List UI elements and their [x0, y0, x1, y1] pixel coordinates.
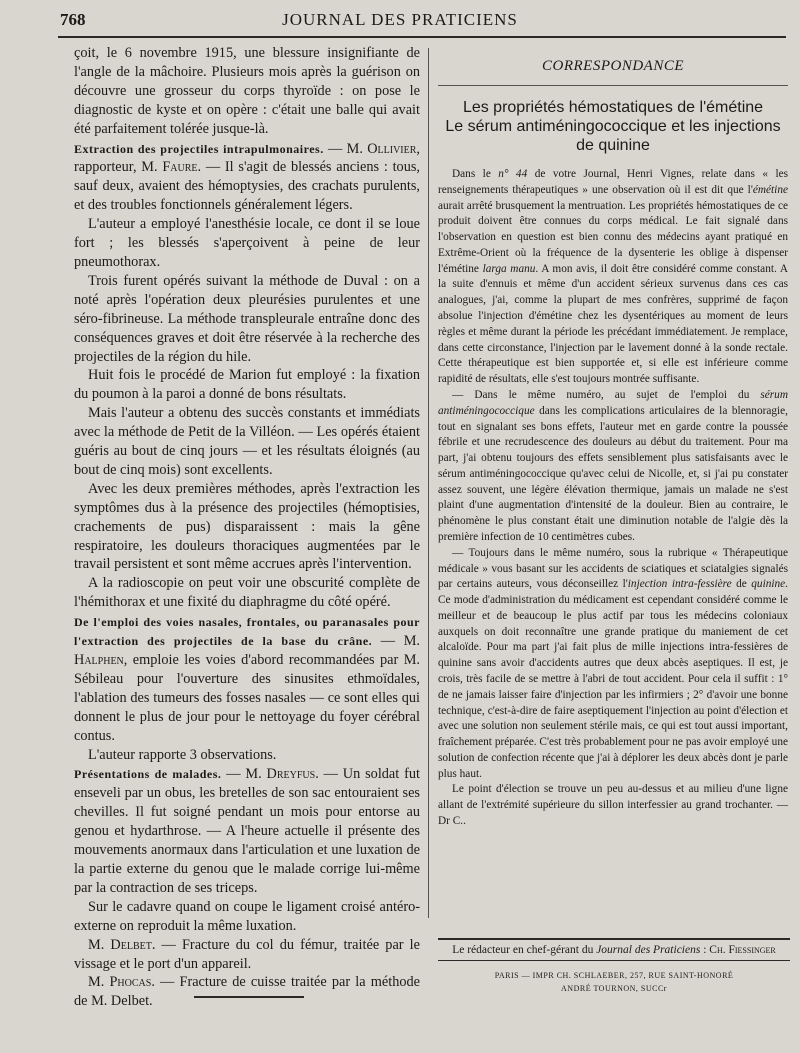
author-name: Dreyfus [266, 766, 316, 783]
author-name: Phocas [109, 974, 152, 991]
right-column [438, 58, 788, 830]
section-heading: Présentations de malades. [74, 767, 222, 782]
author-name: Halphen [74, 652, 124, 668]
paragraph: L'auteur rapporte 3 observations. [88, 746, 277, 763]
paragraph: Avec les deux premières méthodes, après l'extraction les symptômes dus à la présence des projectiles (hémoptisies, crachements de pus) disparaissent : mais la gêne respiratoire, les douleurs thoraciques augmentées par le travail persistent et sont même accrues après l'intervention. [74, 480, 420, 573]
section-rule [438, 85, 788, 86]
paragraph: Sur le cadavre quand on coupe le ligament croisé antéro-externe on reproduit la même luxation. [74, 898, 420, 934]
section-extraction-projectiles: Extraction des projectiles intrapulmonaires. — M. Ollivier, rapporteur, M. Faure. — Il s'agit de blessés anciens : tous, sauf deux, avaient des hémoptysies, des crachats purulents, et des troubles fonctionnels généralement légers. [74, 140, 420, 214]
page-footer [438, 938, 790, 995]
section-presentations-malades: Présentations de malades. — M. Dreyfus. — Un soldat fut enseveli par un obus, les bretelles de son sac entouraient ses chevilles. Il fut soigné pendant un mois pour entorse au genou et hydarthrose. — A l'heure actuelle il présente des mouvements anormaux dans l'articulation et une luxation de la partie externe du genou que le malade corrige lui-même par la contraction de ses triceps. [74, 766, 420, 896]
author-name: Faure [162, 159, 198, 176]
paragraph: Le point d'élection se trouve un peu au-dessus et au milieu d'une ligne allant de l'extrémité supérieure du sillon interfessier au grand trochanter. — Dr C.. [438, 783, 788, 828]
section-voies-nasales: De l'emploi des voies nasales, frontales, ou paranasales pour l'extraction des projectiles de la base du crâne. — M. Halphen, emploie les voies d'abord recommandées par M. Sébileau pour l'ouverture des sinusites ethmoïdales, l'ablation des tumeurs des fosses nasales — ce sont elles qui donnent le plus de jour pour le nettoyage du foyer cérébral contus. [74, 615, 420, 744]
section-heading: Extraction des projectiles intrapulmonaires. [74, 141, 324, 156]
header-rule [58, 36, 786, 38]
paragraph: M. Delbet. — Fracture du col du fémur, traitée par le vissage et le port d'un appareil. [74, 936, 420, 972]
page-header [0, 0, 800, 36]
paragraph: A la radioscopie on peut voir une obscurité complète de l'hémithorax et une fixité du diaphragme du côté opéré. [74, 575, 420, 611]
paragraph: Trois furent opérés suivant la méthode de Duval : on a noté après l'opération deux pleurésies purulentes et une séro-fibrineuse. La méthode transpleurale entraîne donc des conséquences graves et doit être réservée à la recherche des projectiles de la région du hile. [74, 272, 420, 365]
paragraph: — Dans le même numéro, au sujet de l'emploi du sérum antiméningococcique dans les complications articulaires de la blennoragie, tout en signalant ses bons effets, l'auteur met en garde contre la poussée fébrile et une recrudescence des douleurs au début du traitement. Pour ma part, j'ai obtenu toujours des effets sensiblement plus satisfaisants avec le sérum antiméningococcique qu'avec celui de Nicolle, et, si j'ai pu constater assez souvent, une légère élévation thermique, jamais un malade ne s'est plaint d'une augmentation d'intensité de la douleur. Bien au contraire, le phénomène le plus constant était une diminution notable de l'algie dès la première infection de 10 centimètres cubes. [438, 388, 788, 543]
column-divider [428, 48, 429, 918]
journal-title: JOURNAL DES PRATICIENS [282, 10, 518, 29]
page-number: 768 [60, 10, 86, 29]
author-name: Delbet [110, 936, 152, 953]
article-title: Les propriétés hémostatiques de l'émétine Le sérum antiméningococcique et les injections de quinine [445, 99, 781, 154]
paragraph: çoit, le 6 novembre 1915, une blessure insignifiante de l'angle de la mâchoire. Plusieurs mois après la guérison on découvre une grosseur du corps thyroïde : on pose le diagnostic de kyste et on opère : c'était une balle qui avait été parfaitement tolérée jusque-là. [74, 45, 420, 137]
footer-rule [438, 960, 790, 961]
paragraph: Dans le n° 44 de votre Journal, Henri Vignes, relate dans « les renseignements thérapeutiques » une observation où il est dit que l'émétine aurait arrêté brusquement la mentruation. Les propriétés hémostatiques de ce produit doivent être connues du corps médical. Le fait signalé dans l'observation en question est bien connu des médecins ayant pratiqué en Extrême-Orient où la fréquence de la dysenterie les oblige à dispenser l'émétine larga manu. A mon avis, il doit être considéré comme constant. A la suite d'ennuis et même d'un accident sérieux survenus dans ces cas analogues, j'ai, comme la plupart de mes confrères, supprimé de façon absolue l'injection d'émétine chez les dysentériques au moment de leurs règles et même durant la période les précédant immédiatement. Je remplace, dans cette circonstance, l'injection par le lavement donné à la sonde rectale. Cette thérapeutique est bien supportée et, si elle est inférieure comme rapidité de résultats, elle s'est toujours montrée suffisante. [438, 168, 788, 386]
author-name: Ollivier [367, 140, 417, 157]
end-rule [194, 996, 304, 998]
paragraph: — Toujours dans le même numéro, sous la rubrique « Thérapeutique médicale » vous basant sur les accidents de sciatiques et sciatalgies signalés par certains auteurs, vous déconseillez l'injection intra-fessière de quinine. Ce mode d'administration du médicament est cependant considéré comme le meilleur et de beaucoup le plus actif par tous les médecins coloniaux auxquels on doit reconnaître une grande pratique du maniement de cet alcaloïde. Pour ma part j'ai fait plus de mille injections intra-fessières de quinine sans avoir d'accidents autres que deux abcès aseptiques. Il est, je crois, très facile de se mettre à l'abri de tout accident. Pour cela il suffit : 1° de ne jamais laisser faire d'injection par les infirmiers ; 2° d'avoir une bonne technique, c'est-à-dire de faire aseptiquement l'injection au point d'élection et avec une solution non seulement stérile mais, ce qui est tout aussi important, fraîchement préparée. C'est très probablement pour ne pas avoir employé une solution de confection récente que j'ai à déplorer les deux abcès dont je parle plus haut. [438, 546, 788, 780]
printer-imprint: PARIS — IMPR CH. SCHLAEBER, 257, RUE SAINT-HONORÉ ANDRÉ TOURNON, SUCCr [494, 971, 734, 993]
paragraph: Huit fois le procédé de Marion fut employé : la fixation du poumon à la paroi a donné de bons résultats. [74, 367, 420, 403]
paragraph: L'auteur a employé l'anesthésie locale, ce dont il se loue fort ; les blessés s'aperçoivent à peine de leur pneumothorax. [74, 216, 420, 270]
article-body [438, 167, 788, 830]
paragraph: Mais l'auteur a obtenu des succès constants et immédiats avec la méthode de Petit de la Villéon. — Les opérés étaient guéris au bout de cinq jours — et les résultats éloignés (au bout de cinq mois) sont excellents. [74, 405, 420, 478]
footer-rule [438, 938, 790, 940]
left-column [74, 44, 420, 1011]
section-label: CORRESPONDANCE [542, 58, 684, 74]
editor-line: Le rédacteur en chef-gérant du Journal des Praticiens : Ch. Fiessinger [452, 944, 776, 956]
paragraph: M. Phocas. — Fracture de cuisse traitée par la méthode de M. Delbet. [74, 974, 420, 1010]
section-heading: De l'emploi des voies nasales, frontales, ou paranasales pour l'extraction des projectiles de la base du crâne. [74, 615, 420, 649]
